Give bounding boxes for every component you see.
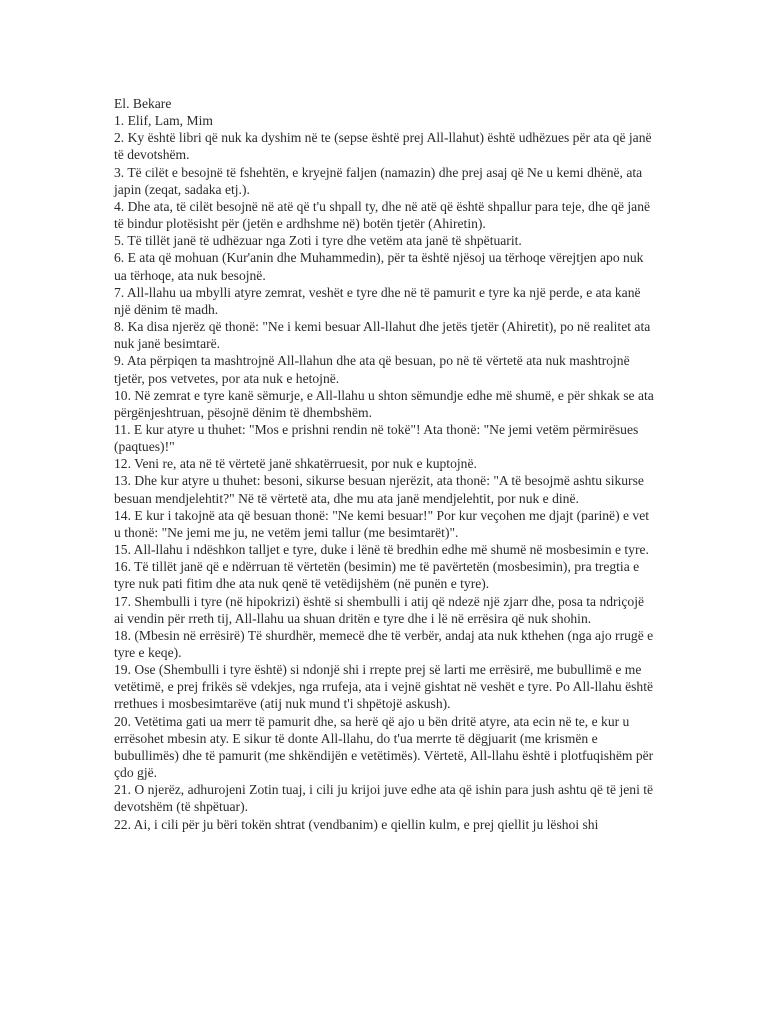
verse-14: 14. E kur i takojnë ata që besuan thonë: "Ne kemi besuar!" Por kur veçohen me djajt (parinë) e vet u thonë: "Ne jemi me ju, ne vetëm jemi tallur (me besimtarët)". [114, 507, 650, 540]
verse-5: 5. Të tillët janë të udhëzuar nga Zoti i tyre dhe vetëm ata janë të shpëtuarit. [114, 233, 522, 249]
verse-8: 8. Ka disa njerëz që thonë: "Ne i kemi besuar All-llahut dhe jetës tjetër (Ahiretit), po në realitet ata nuk janë besimtarë. [114, 319, 651, 352]
verse-16: 16. Të tillët janë që e ndërruan të vërtetën (besimin) me të pavërtetën (mosbesimin), pra tregtia e tyre nuk pati fitim dhe ata nuk qenë të vetëdijshëm (në punën e tyre). [114, 559, 640, 592]
verse-2: 2. Ky është libri që nuk ka dyshim në te (sepse është prej All-llahut) është udhëzues për ata që janë të devotshëm. [114, 130, 652, 163]
verse-22: 22. Ai, i cili për ju bëri tokën shtrat (vendbanim) e qiellin kulm, e prej qiellit ju lëshoi shi [114, 816, 599, 832]
verse-21: 21. O njerëz, adhurojeni Zotin tuaj, i cili ju krijoi juve edhe ata që ishin para jush ashtu që të jeni të devotshëm (të shpëtuar). [114, 782, 654, 815]
verse-3: 3. Të cilët e besojnë të fshehtën, e kryejnë faljen (namazin) dhe prej asaj që Ne u kemi dhënë, ata japin (zeqat, sadaka etj.). [114, 164, 643, 197]
verse-10: 10. Në zemrat e tyre kanë sëmurje, e All-llahu u shton sëmundje edhe më shumë, e për shkak se ata përgënjeshtruan, pësojnë dënim të dhembshëm. [114, 387, 654, 420]
verse-17: 17. Shembulli i tyre (në hipokrizi) është si shembulli i atij që ndezë një zjarr dhe, posa ta ndriçojë ai vendin për rreth tij, All-llahu ua shuan dritën e tyre dhe i lë në errësira që nuk shohin. [114, 593, 645, 626]
verse-15: 15. All-llahu i ndëshkon talljet e tyre, duke i lënë të bredhin edhe më shumë në mosbesimin e tyre. [114, 542, 649, 558]
verse-12: 12. Veni re, ata në të vërtetë janë shkatërruesit, por nuk e kuptojnë. [114, 456, 477, 472]
verse-11: 11. E kur atyre u thuhet: "Mos e prishni rendin në tokë"! Ata thonë: "Ne jemi vetëm përmirësues (paqtues)!" [114, 421, 639, 455]
verse-19: 19. Ose (Shembulli i tyre është) si ndonjë shi i rrepte prej së larti me errësirë, me bubullimë e me vetëtimë, e prej frikës së vdekjes, nga rrufeja, ata i vejnë gishtat në veshët e tyre. Po All-llahu është rrethues i mosbesimtarëve (atij nuk mund t'i shpëtojë askush). [114, 662, 654, 712]
verse-18: 18. (Mbesin në errësirë) Të shurdhër, memecë dhe të verbër, andaj ata nuk kthehen (nga ajo rrugë e tyre e keqe). [114, 627, 654, 660]
verse-7: 7. All-llahu ua mbylli atyre zemrat, veshët e tyre dhe në të pamurit e tyre ka një perde, e ata kanë një dënim të madh. [114, 284, 641, 317]
verse-9: 9. Ata përpiqen ta mashtrojnë All-llahun dhe ata që besuan, po në të vërtetë ata nuk mashtrojnë tjetër, pos vetvetes, por ata nuk e hetojnë. [114, 353, 630, 386]
verse-1: 1. Elif, Lam, Mim [114, 113, 213, 129]
verse-13: 13. Dhe kur atyre u thuhet: besoni, sikurse besuan njerëzit, ata thonë: "A të besojmë ashtu sikurse besuan mendjelehtit?" Në të vërtetë ata, dhe mu ata janë mendjelehtit, por nuk e dinë. [114, 473, 644, 506]
verse-20: 20. Vetëtima gati ua merr të pamurit dhe, sa herë që ajo u bën dritë atyre, ata ecin në te, e kur u errësohet mbesin aty. E sikur të donte All-llahu, do t'ua merrte të dëgjuarit (me krismën e bubullimës) dhe të pamurit (me shkëndijën e vetëtimës). Vërtetë, All-llahu është i plotfuqishëm për çdo gjë. [114, 713, 654, 781]
verse-6: 6. E ata që mohuan (Kur'anin dhe Muhammedin), për ta është njësoj ua tërhoqe vërejtjen apo nuk ua tërhoqe, ata nuk besojnë. [114, 250, 644, 283]
document-page [114, 95, 656, 833]
verse-4: 4. Dhe ata, të cilët besojnë në atë që t'u shpall ty, dhe në atë që është shpallur para teje, dhe që janë të bindur plotësisht për (jetën e ardhshme në) botën tjetër (Ahiretin). [114, 198, 651, 232]
document-heading: El. Bekare [114, 96, 172, 111]
